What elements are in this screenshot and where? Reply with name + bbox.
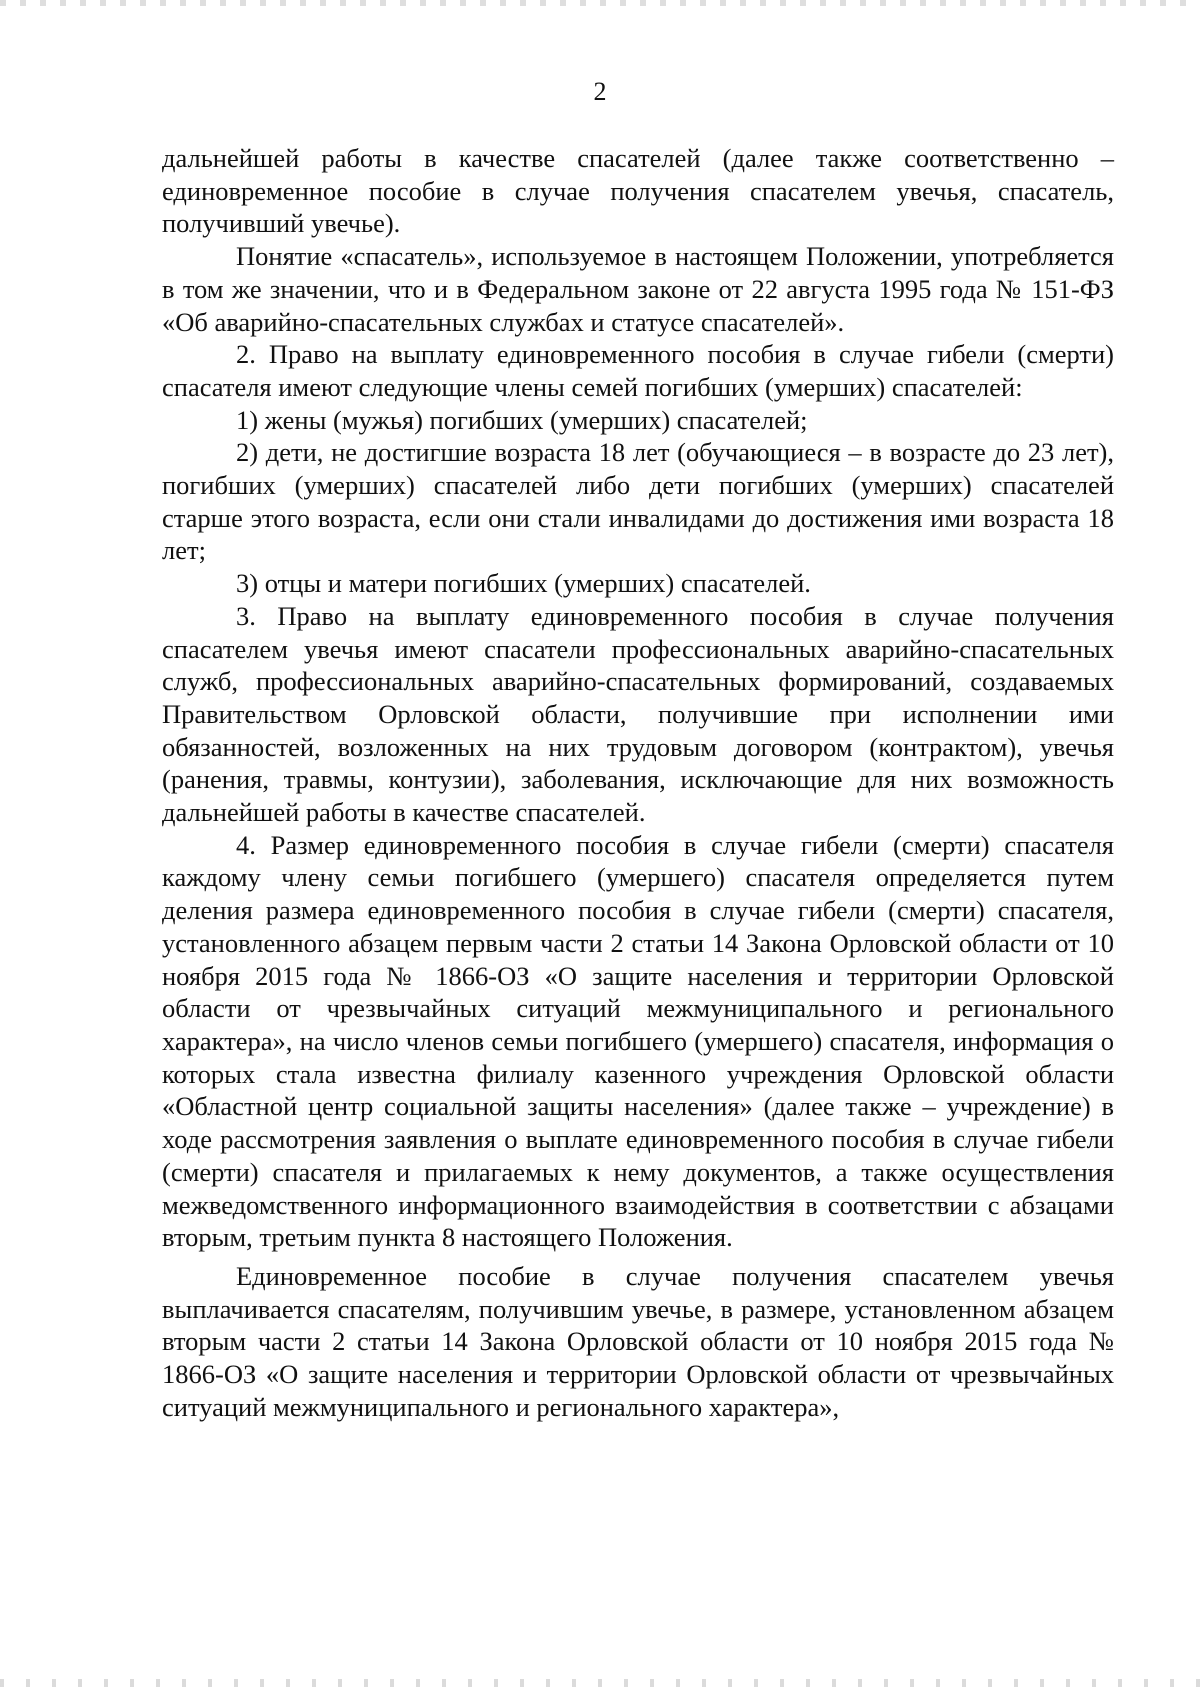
- scan-edge-top: [0, 0, 1200, 6]
- paragraph-item-2: 2. Право на выплату единовременного пособия в случае гибели (смерти) спасателя имеют следующие члены семей погибших (умерших) спасателей:: [162, 339, 1114, 402]
- document-body: [162, 142, 1114, 1423]
- list-item-parents: 3) отцы и матери погибших (умерших) спасателей.: [236, 568, 811, 599]
- scan-edge-bottom: [0, 1679, 1200, 1687]
- paragraph-item-4: 4. Размер единовременного пособия в случае гибели (смерти) спасателя каждому члену семьи погибшего (умершего) спасателя определяется путем деления размера единовременного пособия в случае гибели (смерти) спасателя, установленного абзацем первым части 2 статьи 14 Закона Орловской области от 10 ноября 2015 года № 1866-ОЗ «О защите населения и территории Орловской области от чрезвычайных ситуаций межмуниципального и регионального характера», на число членов семьи погибшего (умершего) спасателя, информация о которых стала известна филиалу казенного учреждения Орловской области «Областной центр социальной защиты населения» (далее также – учреждение) в ходе рассмотрения заявления о выплате единовременного пособия в случае гибели (смерти) спасателя и прилагаемых к нему документов, а также осуществления межведомственного информационного взаимодействия в соответствии с абзацами вторым, третьим пункта 8 настоящего Положения.: [162, 829, 1114, 1253]
- paragraph-continuation: дальнейшей работы в качестве спасателей (далее также соответственно – единовременное пособие в случае получения спасателем увечья, спасатель, получивший увечье).: [162, 143, 1114, 239]
- paragraph-rescuer-definition: Понятие «спасатель», используемое в настоящем Положении, употребляется в том же значении, что и в Федеральном законе от 22 августа 1995 года № 151-ФЗ «Об аварийно-спасательных службах и статусе спасателей».: [162, 241, 1114, 337]
- list-item-children: 2) дети, не достигшие возраста 18 лет (обучающиеся – в возрасте до 23 лет), погибших (умерших) спасателей либо дети погибших (умерших) спасателей старше этого возраста, если они стали инвалидами до достижения ими возраста 18 лет;: [162, 437, 1114, 566]
- paragraph-item-3: 3. Право на выплату единовременного пособия в случае получения спасателем увечья имеют спасатели профессиональных аварийно-спасательных служб, профессиональных аварийно-спасательных формирований, создаваемых Правительством Орловской области, получившие при исполнении ими обязанностей, возложенных на них трудовым договором (контрактом), увечья (ранения, травмы, контузии), заболевания, исключающие для них возможность дальнейшей работы в качестве спасателей.: [162, 600, 1114, 828]
- page-number: 2: [593, 77, 607, 106]
- list-item-wives-husbands: 1) жены (мужья) погибших (умерших) спасателей;: [236, 404, 808, 435]
- paragraph-injury-benefit: Единовременное пособие в случае получения спасателем увечья выплачивается спасателям, получившим увечье, в размере, установленном абзацем вторым части 2 статьи 14 Закона Орловской области от 10 ноября 2015 года № 1866-ОЗ «О защите населения и территории Орловской области от чрезвычайных ситуаций межмуниципального и регионального характера»,: [162, 1260, 1114, 1422]
